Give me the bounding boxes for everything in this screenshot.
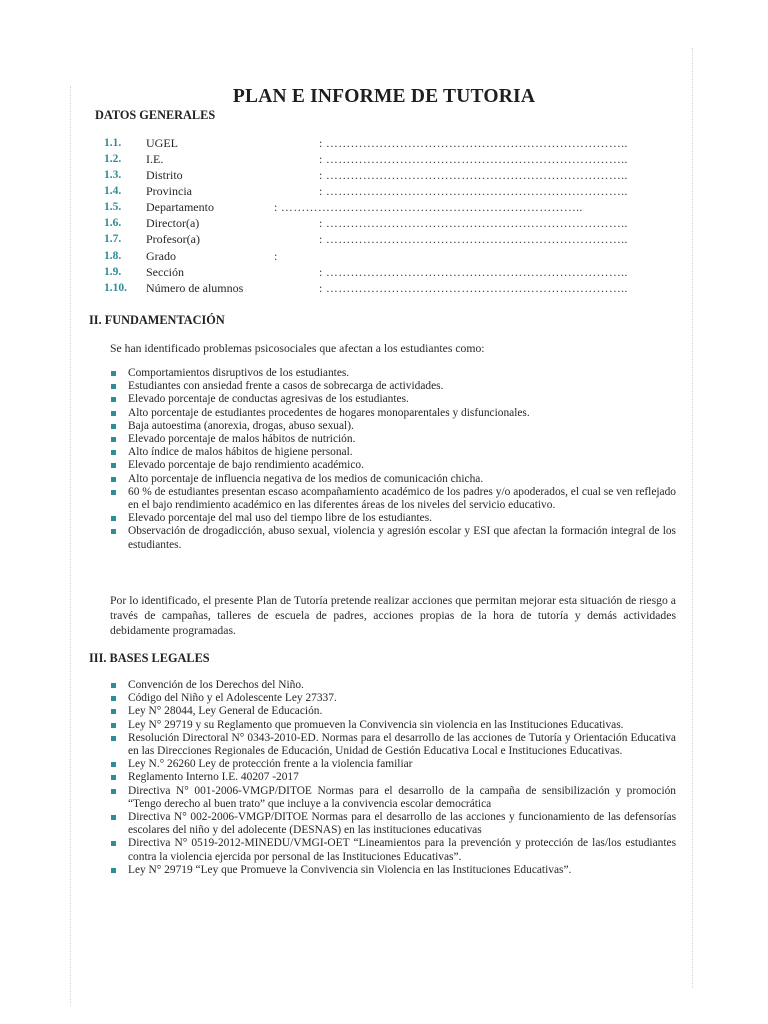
row-value: : ……………………………………………………………….. — [319, 232, 628, 246]
list-item: 60 % de estudiantes presentan escaso acompañamiento académico de los padres y/o apoderados, el cual se ven reflejado en el bajo rendimiento académico en las diferentes áreas de los niveles del servicio educativo. — [0, 486, 676, 512]
row-label: Número de alumnos — [146, 281, 244, 295]
row-number: 1.7. — [104, 233, 122, 245]
list-item: Elevado porcentaje del mal uso del tiempo libre de los estudiantes. — [0, 512, 676, 525]
row-label: UGEL — [146, 136, 178, 150]
list-item: Convención de los Derechos del Niño. — [0, 679, 676, 692]
bullet-icon — [111, 868, 116, 873]
bullet-icon — [111, 841, 116, 846]
data-row-departamento — [0, 199, 768, 215]
row-number: 1.9. — [104, 266, 122, 278]
section-bases-legales: III. BASES LEGALES — [89, 651, 210, 665]
row-number: 1.8. — [104, 250, 122, 262]
bullet-icon — [111, 424, 116, 429]
row-value: : ……………………………………………………………….. — [319, 216, 628, 230]
data-row-distrito — [0, 167, 768, 183]
document-title: PLAN E INFORME DE TUTORIA — [232, 86, 536, 107]
bullet-icon — [111, 516, 116, 521]
bullet-icon — [111, 397, 116, 402]
row-label: Distrito — [146, 168, 183, 182]
list-item: Observación de drogadicción, abuso sexual, violencia y agresión escolar y ESI que afectan la formación integral de los estudiantes. — [0, 525, 676, 551]
row-label: Grado — [146, 249, 176, 263]
row-number: 1.5. — [104, 201, 122, 213]
bullet-icon — [111, 775, 116, 780]
bullet-icon — [111, 463, 116, 468]
row-label: Sección — [146, 265, 184, 279]
bases-legales-list — [0, 679, 768, 877]
bullet-icon — [111, 723, 116, 728]
row-number: 1.1. — [104, 137, 122, 149]
list-item: Directiva N° 001-2006-VMGP/DITOE Normas para el desarrollo de la campaña de sensibilización y promoción “Tengo derecho al buen trato” que incluye a la convivencia escolar democrática — [0, 785, 676, 811]
row-number: 1.4. — [104, 185, 122, 197]
bullet-icon — [111, 371, 116, 376]
row-label: Provincia — [146, 184, 192, 198]
row-value: : ……………………………………………………………….. — [319, 184, 628, 198]
data-row-director — [0, 215, 768, 231]
row-label: Departamento — [146, 200, 214, 214]
bullet-icon — [111, 789, 116, 794]
list-item: Ley N° 29719 “Ley que Promueve la Convivencia sin Violencia en las Instituciones Educativas”. — [0, 864, 676, 877]
data-row-seccion — [0, 264, 768, 280]
section-datos-generales: DATOS GENERALES — [95, 108, 216, 122]
bullet-icon — [111, 450, 116, 455]
data-row-numero-alumnos — [0, 280, 768, 296]
row-value: : ……………………………………………………………….. — [319, 152, 628, 166]
bullet-icon — [111, 529, 116, 534]
data-row-ugel — [0, 135, 768, 151]
bullet-icon — [111, 696, 116, 701]
fundamentacion-intro: Se han identificado problemas psicosociales que afectan a los estudiantes como: — [110, 342, 485, 355]
list-item: Elevado porcentaje de conductas agresivas de los estudiantes. — [0, 393, 676, 406]
bullet-icon — [111, 490, 116, 495]
bullet-icon — [111, 736, 116, 741]
bullet-icon — [111, 477, 116, 482]
row-value: : ……………………………………………………………….. — [319, 168, 628, 182]
list-item: Alto porcentaje de estudiantes procedentes de hogares monoparentales y disfuncionales. — [0, 407, 676, 420]
list-item: Resolución Directoral N° 0343-2010-ED. Normas para el desarrollo de las acciones de Tutoría y Orientación Educativa en las Direcciones Regionales de Educación, Unidad de Gestión Educativa Local e Instituciones Educativas. — [0, 732, 676, 758]
row-number: 1.6. — [104, 217, 122, 229]
list-item: Elevado porcentaje de bajo rendimiento académico. — [0, 459, 676, 472]
row-number: 1.3. — [104, 169, 122, 181]
row-label: Director(a) — [146, 216, 200, 230]
list-item: Directiva N° 002-2006-VMGP/DITOE Normas para el desarrollo de las acciones y funcionamiento de las defensorías escolares del niño y del adolecente (DESNAS) en las instituciones educativas — [0, 811, 676, 837]
row-value: : — [274, 249, 278, 263]
row-label: I.E. — [146, 152, 164, 166]
data-row-grado — [0, 248, 768, 264]
row-value: : ……………………………………………………………….. — [319, 281, 628, 295]
list-item: Alto índice de malos hábitos de higiene personal. — [0, 446, 676, 459]
row-label: Profesor(a) — [146, 232, 200, 246]
list-item: Elevado porcentaje de malos hábitos de nutrición. — [0, 433, 676, 446]
data-row-ie — [0, 151, 768, 167]
row-value: : ……………………………………………………………….. — [319, 136, 628, 150]
list-item: Directiva N° 0519-2012-MINEDU/VMGI-OET “Lineamientos para la prevención y protección de las/los estudiantes contra la violencia ejercida por personal de las Instituciones Educativas”. — [0, 837, 676, 863]
list-item: Comportamientos disruptivos de los estudiantes. — [0, 367, 676, 380]
row-value: : ……………………………………………………………….. — [319, 265, 628, 279]
bullet-icon — [111, 762, 116, 767]
list-item: Baja autoestima (anorexia, drogas, abuso sexual). — [0, 420, 676, 433]
data-row-provincia — [0, 183, 768, 199]
list-item: Ley N.° 26260 Ley de protección frente a la violencia familiar — [0, 758, 676, 771]
fundamentacion-list — [0, 367, 768, 552]
list-item: Código del Niño y el Adolescente Ley 27337. — [0, 692, 676, 705]
row-number: 1.10. — [104, 282, 127, 294]
bullet-icon — [111, 815, 116, 820]
bullet-icon — [111, 411, 116, 416]
bullet-icon — [111, 709, 116, 714]
list-item: Ley N° 28044, Ley General de Educación. — [0, 705, 676, 718]
row-number: 1.2. — [104, 153, 122, 165]
fundamentacion-conclusion: Por lo identificado, el presente Plan de Tutoría pretende realizar acciones que permitan mejorar esta situación de riesgo a través de campañas, talleres de escuela de padres, acciones propias de la hora de tutoría y demás actividades debidamente programadas. — [110, 594, 676, 637]
list-item: Reglamento Interno I.E. 40207 -2017 — [0, 771, 676, 784]
bullet-icon — [111, 384, 116, 389]
bullet-icon — [111, 437, 116, 442]
data-row-profesor — [0, 231, 768, 247]
list-item: Alto porcentaje de influencia negativa de los medios de comunicación chicha. — [0, 473, 676, 486]
list-item: Ley N° 29719 y su Reglamento que promueven la Convivencia sin violencia en las Instituciones Educativas. — [0, 719, 676, 732]
list-item: Estudiantes con ansiedad frente a casos de sobrecarga de actividades. — [0, 380, 676, 393]
bullet-icon — [111, 683, 116, 688]
row-value: : ……………………………………………………………….. — [274, 200, 583, 214]
section-fundamentacion: II. FUNDAMENTACIÓN — [89, 313, 225, 327]
